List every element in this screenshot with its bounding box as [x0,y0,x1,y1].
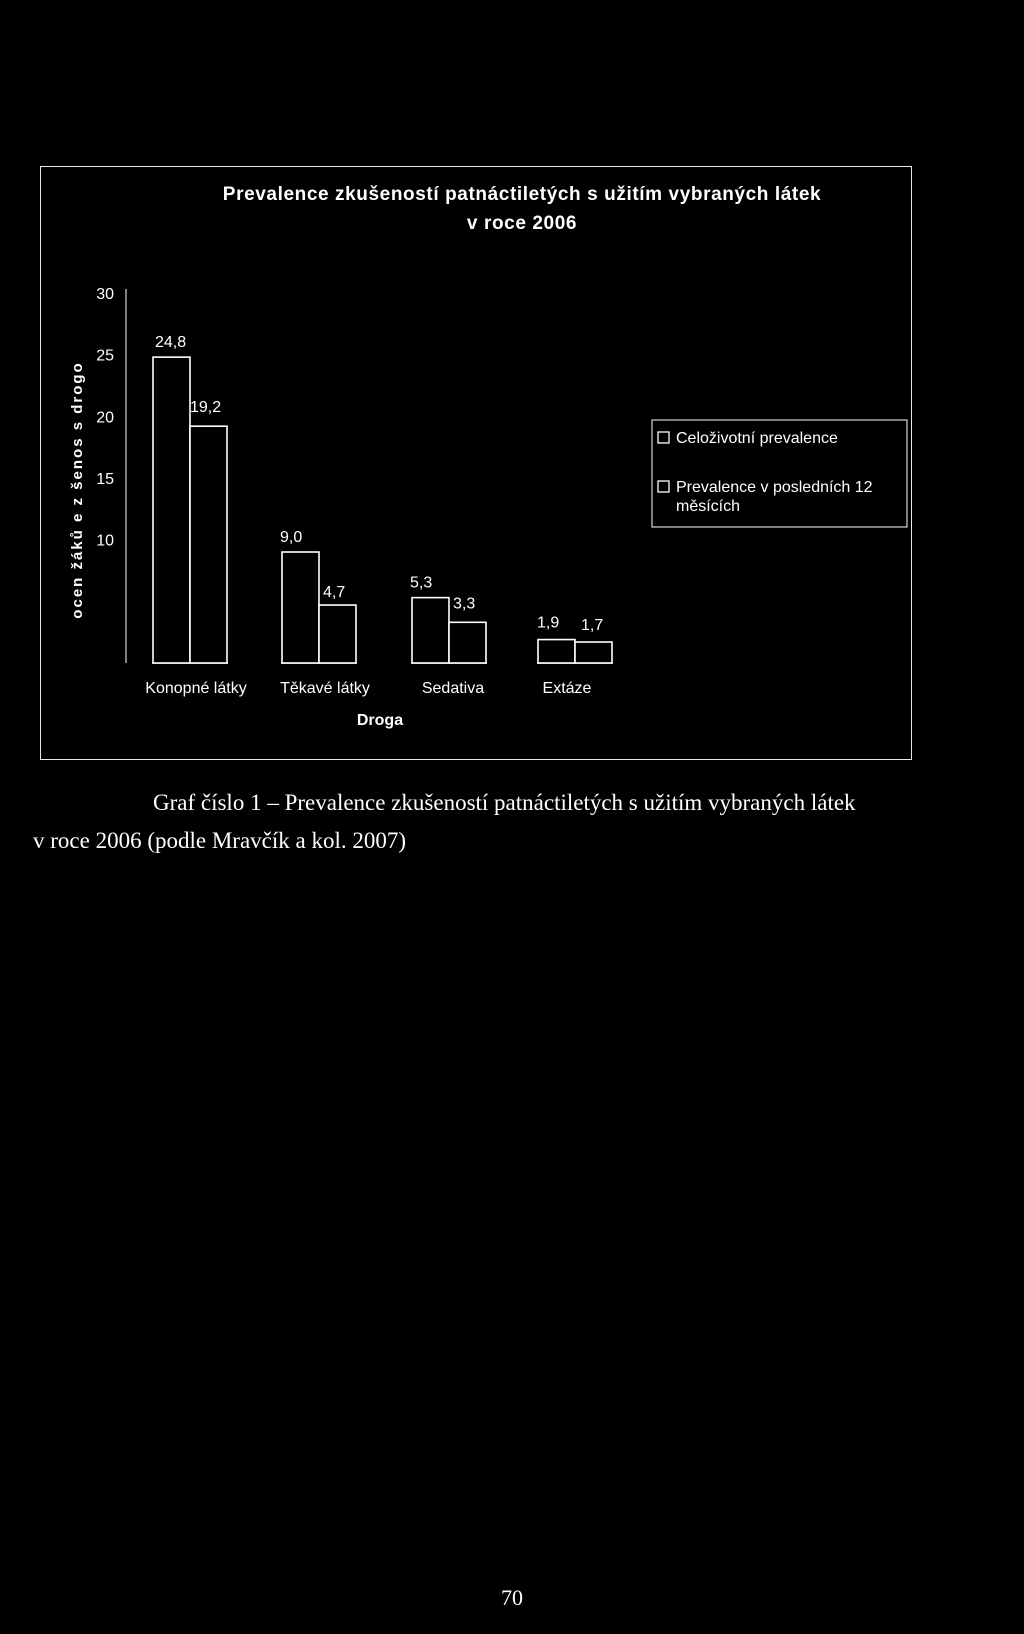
bar-lifetime-0 [153,357,190,663]
data-label: 1,9 [537,614,560,632]
y-tick-label: 30 [96,286,114,303]
legend-label-lifetime: Celoživotní prevalence [676,430,838,447]
chart-title: Prevalence zkušeností patnáctiletých s užitím vybraných látek [222,184,822,205]
bar-lifetime-3 [538,640,575,663]
data-label: 1,7 [581,617,604,635]
page-number: 70 [501,1585,523,1610]
caption-line-2: v roce 2006 (podle Mravčík a kol. 2007) [33,828,407,853]
data-label: 4,7 [323,584,346,602]
bar-last12m-1 [319,605,356,663]
category-label: Sedativa [421,680,485,697]
data-label: 3,3 [453,595,476,613]
bar-last12m-3 [575,642,612,663]
data-label: 24,8 [155,334,187,352]
caption-line-1: Graf číslo 1 – Prevalence zkušeností patnáctiletých s užitím vybraných látek [153,790,856,815]
y-tick-label: 10 [96,532,114,550]
legend-label-last12m: Prevalence v posledních 12 měsících [676,479,873,515]
chart-subtitle: v roce 2006 [466,213,578,234]
category-label: Konopné látky [145,680,247,697]
category-label: Extáze [542,680,592,697]
x-axis-title: Droga [356,712,404,729]
y-tick-label: 20 [96,409,114,427]
bar-lifetime-2 [412,598,449,663]
y-axis-title: ocen žáků e z šenos s drogo [69,361,86,619]
data-label: 5,3 [410,574,433,592]
bar-chart [0,0,1024,780]
legend-swatch-last12m [658,481,669,492]
y-tick-label: 15 [96,471,114,488]
data-label: 9,0 [280,529,303,546]
legend-swatch-lifetime [658,432,669,443]
bar-last12m-0 [190,426,227,663]
category-label: Těkavé látky [280,680,370,697]
bar-lifetime-1 [282,552,319,663]
figure-caption [0,784,1024,860]
data-label: 19,2 [190,399,222,417]
bar-last12m-2 [449,622,486,663]
y-tick-label: 25 [96,347,114,365]
